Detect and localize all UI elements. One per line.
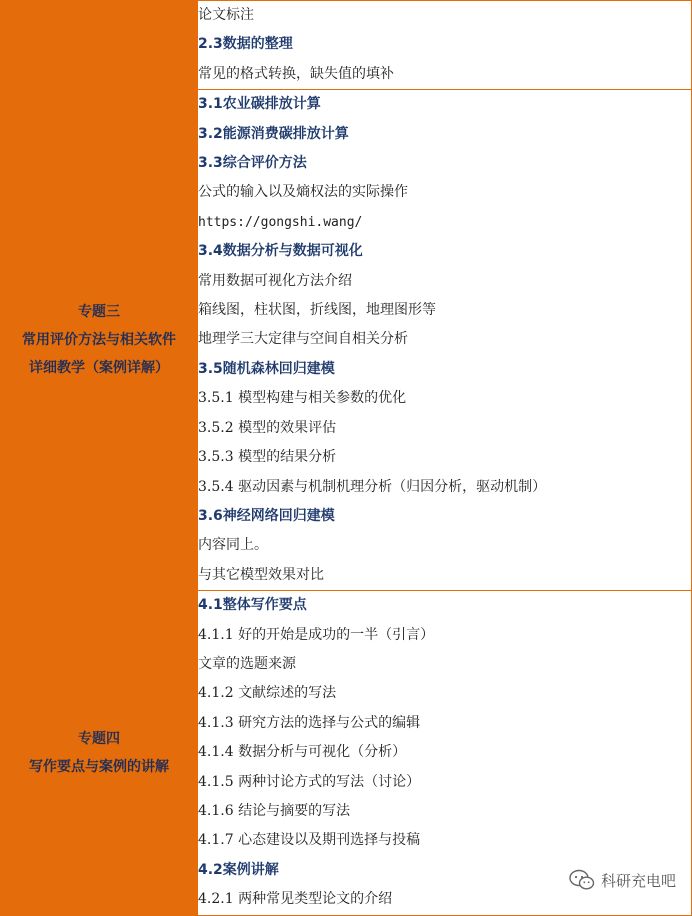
section-heading: 3.6神经网络回归建模 — [198, 507, 335, 524]
topic-title: 详细教学（案例详解） — [29, 360, 169, 377]
outline-item: 常用数据可视化方法介绍 — [198, 272, 352, 289]
table-row — [1, 591, 692, 915]
section-heading: 3.1农业碳排放计算 — [198, 96, 321, 113]
outline-item: 4.1.3 研究方法的选择与公式的编辑 — [198, 714, 421, 731]
outline-item: 3.5.1 模型构建与相关参数的优化 — [198, 390, 407, 407]
outline-item: 箱线图，柱状图，折线图，地理图形等 — [198, 302, 436, 319]
table-row — [1, 90, 692, 591]
topic-title: 专题四 — [78, 730, 120, 747]
content-cell — [198, 90, 692, 591]
topic-cell — [1, 1, 198, 90]
outline-item: 与其它模型效果对比 — [198, 566, 324, 583]
table-body — [1, 1, 692, 916]
section-heading: 3.5随机森林回归建模 — [198, 360, 335, 377]
content-cell — [198, 1, 692, 90]
outline-item: 3.5.3 模型的结果分析 — [198, 449, 337, 466]
outline-item: 4.1.1 好的开始是成功的一半（引言） — [198, 626, 435, 643]
outline-item: 地理学三大定律与空间自相关分析 — [198, 331, 408, 348]
outline-item: https://gongshi.wang/ — [198, 214, 363, 230]
outline-item: 4.1.5 两种讨论方式的写法（讨论） — [198, 773, 421, 790]
section-heading: 3.3综合评价方法 — [198, 155, 307, 172]
wechat-icon — [569, 869, 595, 891]
outline-item: 4.1.4 数据分析与可视化（分析） — [198, 744, 407, 761]
topic-cell — [1, 90, 198, 591]
topic-title: 专题三 — [78, 304, 120, 321]
section-heading: 3.4数据分析与数据可视化 — [198, 243, 363, 260]
watermark — [569, 869, 676, 891]
topic-title: 写作要点与案例的讲解 — [29, 758, 169, 775]
section-heading: 4.1整体写作要点 — [198, 597, 307, 614]
content-cell — [198, 591, 692, 915]
section-heading: 3.2能源消费碳排放计算 — [198, 125, 349, 142]
outline-item: 3.5.2 模型的效果评估 — [198, 419, 337, 436]
topic-title: 常用评价方法与相关软件 — [22, 332, 176, 349]
outline-item: 4.1.2 文献综述的写法 — [198, 685, 337, 702]
table-row — [1, 1, 692, 90]
watermark-text: 科研充电吧 — [600, 871, 676, 890]
topic-cell — [1, 591, 198, 915]
section-heading: 2.3数据的整理 — [198, 36, 293, 53]
outline-item: 4.1.7 心态建设以及期刊选择与投稿 — [198, 832, 421, 849]
outline-item: 文章的选题来源 — [198, 655, 296, 672]
outline-item: 内容同上。 — [198, 537, 268, 554]
outline-item: 公式的输入以及熵权法的实际操作 — [198, 184, 408, 201]
outline-item: 3.5.4 驱动因素与机制机理分析（归因分析，驱动机制） — [198, 478, 547, 495]
outline-item: 论文标注 — [198, 7, 254, 23]
outline-item: 4.2.1 两种常见类型论文的介绍 — [198, 891, 393, 908]
section-heading: 4.2案例讲解 — [198, 861, 279, 878]
outline-item: 常见的格式转换，缺失值的填补 — [198, 65, 394, 82]
outline-item: 4.1.6 结论与摘要的写法 — [198, 802, 351, 819]
